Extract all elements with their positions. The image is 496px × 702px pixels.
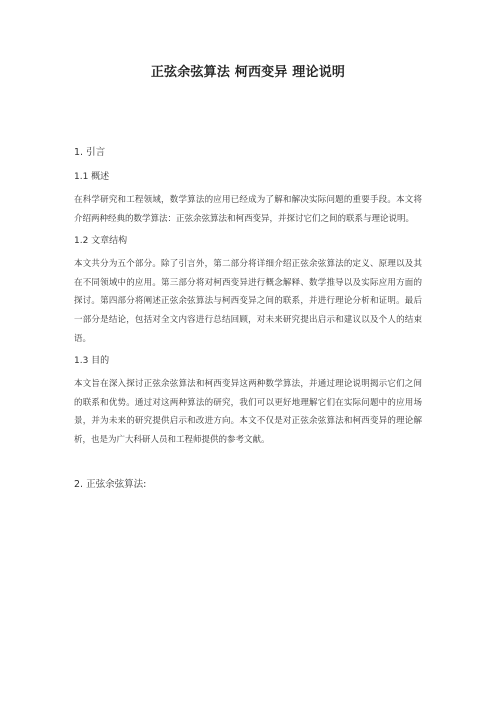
section-heading: 1. 引言 bbox=[74, 147, 106, 158]
subsection-heading: 1.2 文章结构 bbox=[74, 236, 128, 247]
paragraph: 在科学研究和工程领域，数学算法的应用已经成为了解和解决实际问题的重要手段。本文将介绍两种经典的数学算法：正弦余弦算法和柯西变异，并探讨它们之间的联系与理论说明。 bbox=[74, 195, 422, 224]
section-sine-cosine bbox=[74, 478, 422, 492]
subsection-overview bbox=[74, 170, 422, 228]
section-introduction bbox=[74, 146, 422, 450]
paragraph: 本文旨在深入探讨正弦余弦算法和柯西变异这两种数学算法，并通过理论说明揭示它们之间的联系和优势。通过对这两种算法的研究，我们可以更好地理解它们在实际问题中的应用场景，并为未来的研究提供启示和改进方向。本文不仅是对正弦余弦算法和柯西变异的理论解析，也是为广大科研人员和工程师提供的参考文献。 bbox=[74, 379, 422, 445]
document-title: 正弦余弦算法 柯西变异 理论说明 bbox=[150, 65, 346, 80]
subsection-purpose bbox=[74, 354, 422, 449]
paragraph: 本文共分为五个部分。除了引言外，第二部分将详细介绍正弦余弦算法的定义、原理以及其在不同领域中的应用。第三部分将对柯西变异进行概念解释、数学推导以及实际应用方面的探讨。第四部分将阐述正弦余弦算法与柯西变异之间的联系，并进行理论分析和证明。最后一部分是结论，包括对全文内容进行总结回顾，对未来研究提出启示和建议以及个人的结束语。 bbox=[74, 259, 422, 344]
section-heading: 2. 正弦余弦算法: bbox=[74, 478, 147, 490]
subsection-structure bbox=[74, 234, 422, 348]
subsection-heading: 1.1 概述 bbox=[74, 172, 110, 182]
subsection-heading: 1.3 目的 bbox=[74, 356, 110, 367]
